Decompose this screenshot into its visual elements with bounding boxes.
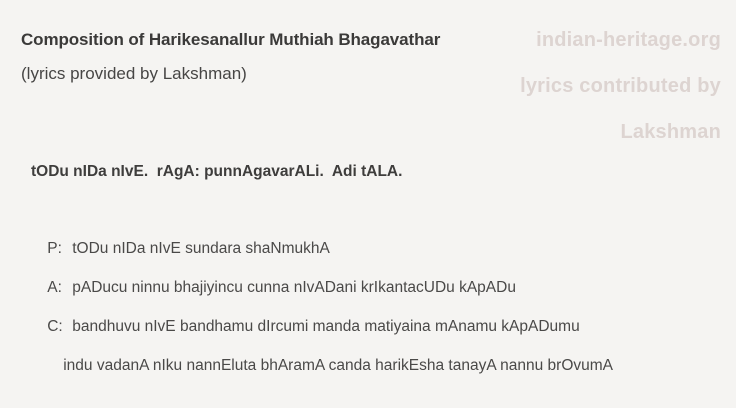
line-text: pADucu ninnu bhajiyincu cunna nIvADani krIkantacUDu kApADu	[72, 279, 516, 296]
page-subtitle: (lyrics provided by Lakshman)	[21, 64, 247, 83]
page-title: Composition of Harikesanallur Muthiah Bhagavathar	[21, 30, 441, 49]
watermark-line-contributor: Lakshman	[620, 121, 721, 143]
line-text: tODu nIDa nIvE sundara shaNmukhA	[72, 240, 330, 257]
line-text: indu vadanA nIku nannEluta bhAramA canda harikEsha tanayA nannu brOvumA	[63, 357, 613, 374]
watermark-line-credit: lyrics contributed by	[520, 75, 721, 97]
line-label: A:	[47, 279, 62, 296]
line-label: P:	[47, 240, 62, 257]
line-text: bandhuvu nIvE bandhamu dIrcumi manda matiyaina mAnamu kApADumu	[72, 318, 580, 335]
watermark-line-site: indian-heritage.org	[536, 29, 721, 51]
site-watermark	[520, 17, 721, 155]
line-label: C:	[47, 318, 63, 335]
lyric-line-caranam-continued	[46, 339, 613, 393]
song-header: tODu nIDa nIvE. rAgA: punnAgavarALi. Adi tALA.	[31, 163, 403, 180]
